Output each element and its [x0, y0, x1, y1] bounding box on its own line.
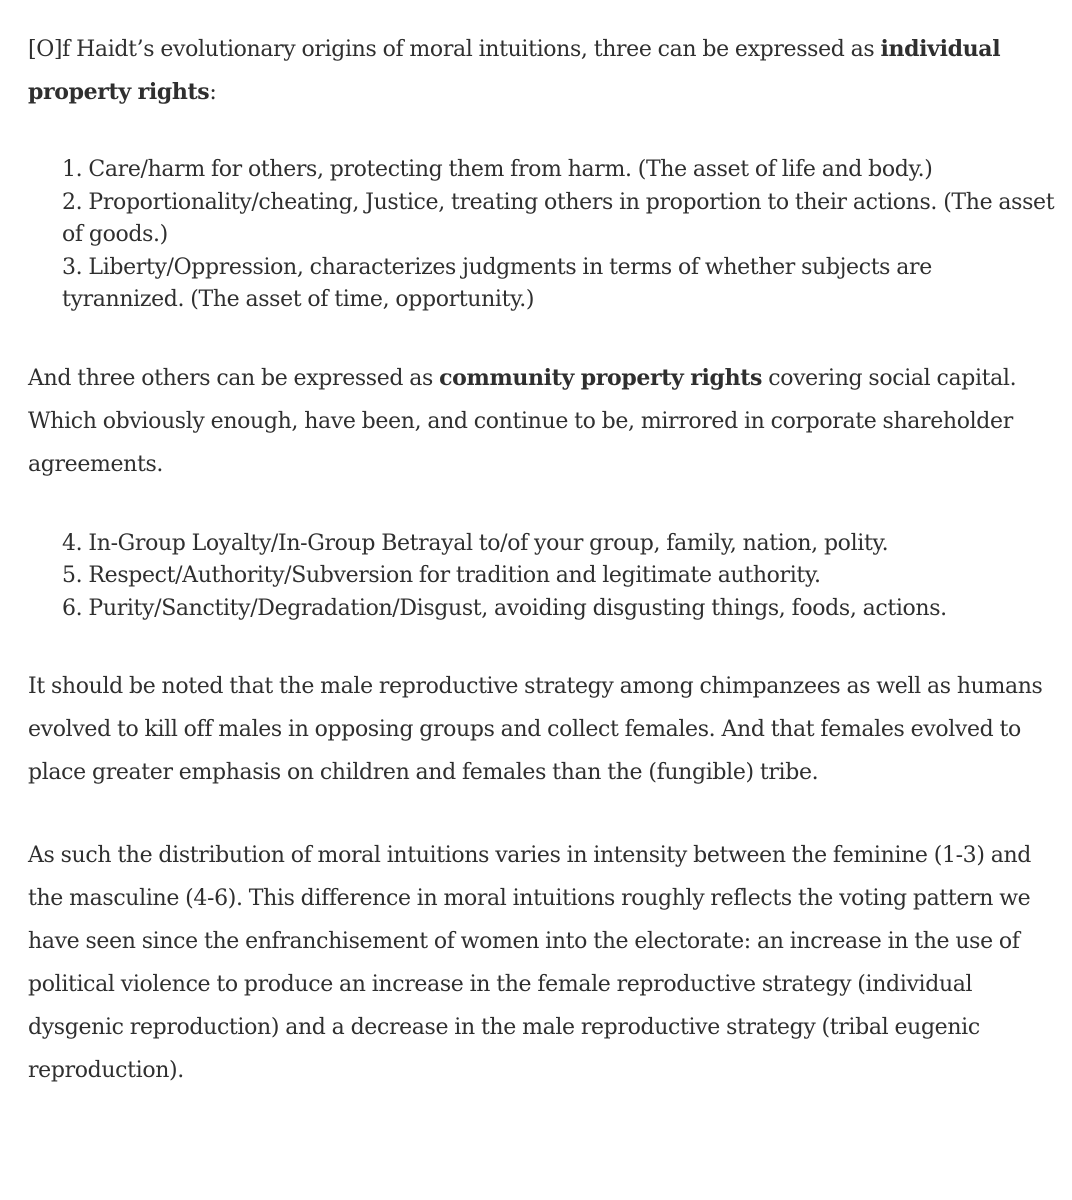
list-item-6: 6. Purity/Sanctity/Degradation/Disgust, avoiding disgusting things, foods, actions. [62, 595, 947, 621]
intro-text: [O]f Haidt’s evolutionary origins of moral intuitions, three can be expressed as [28, 37, 881, 62]
intro-paragraph [28, 28, 1058, 114]
reproductive-strategy-paragraph: It should be noted that the male reproductive strategy among chimpanzees as well as humans evolved to kill off males in opposing groups and collect females. And that females evolved to place greater emphasis on children and females than the (fungible) tribe. [28, 674, 1043, 785]
list-item-4: 4. In-Group Loyalty/In-Group Betrayal to/of your group, family, nation, polity. [62, 530, 889, 556]
list-item-3: 3. Liberty/Oppression, characterizes judgments in terms of whether subjects are tyrannized. (The asset of time, opportunity.) [62, 254, 932, 312]
individual-property-rights-emphasis: individual property rights [28, 36, 1001, 105]
individual-rights-list [28, 154, 1058, 317]
community-paragraph [28, 357, 1058, 486]
article-body [28, 28, 1058, 1092]
moral-intuitions-conclusion-paragraph: As such the distribution of moral intuitions varies in intensity between the feminine (1-3) and the masculine (4-6). This difference in moral intuitions roughly reflects the voting pattern we have seen since the enfranchisement of women into the electorate: an increase in the use of political violence to produce an increase in the female reproductive strategy (individual dysgenic reproduction) and a decrease in the male reproductive strategy (tribal eugenic reproduction). [28, 843, 1032, 1083]
community-text-rest: covering social capital. Which obviously enough, have been, and continue to be, mirrored in corporate shareholder agreements. [28, 365, 1017, 477]
community-rights-list [28, 528, 1058, 626]
list-item-1: 1. Care/harm for others, protecting them from harm. (The asset of life and body.) [62, 157, 933, 182]
list-item-2: 2. Proportionality/cheating, Justice, treating others in proportion to their actions. (The asset of goods.) [62, 189, 1055, 247]
community-text: And three others can be expressed as [28, 365, 440, 391]
intro-colon: : [209, 80, 217, 105]
list-item-5: 5. Respect/Authority/Subversion for tradition and legitimate authority. [62, 563, 821, 588]
community-property-rights-emphasis: community property rights [439, 364, 763, 391]
